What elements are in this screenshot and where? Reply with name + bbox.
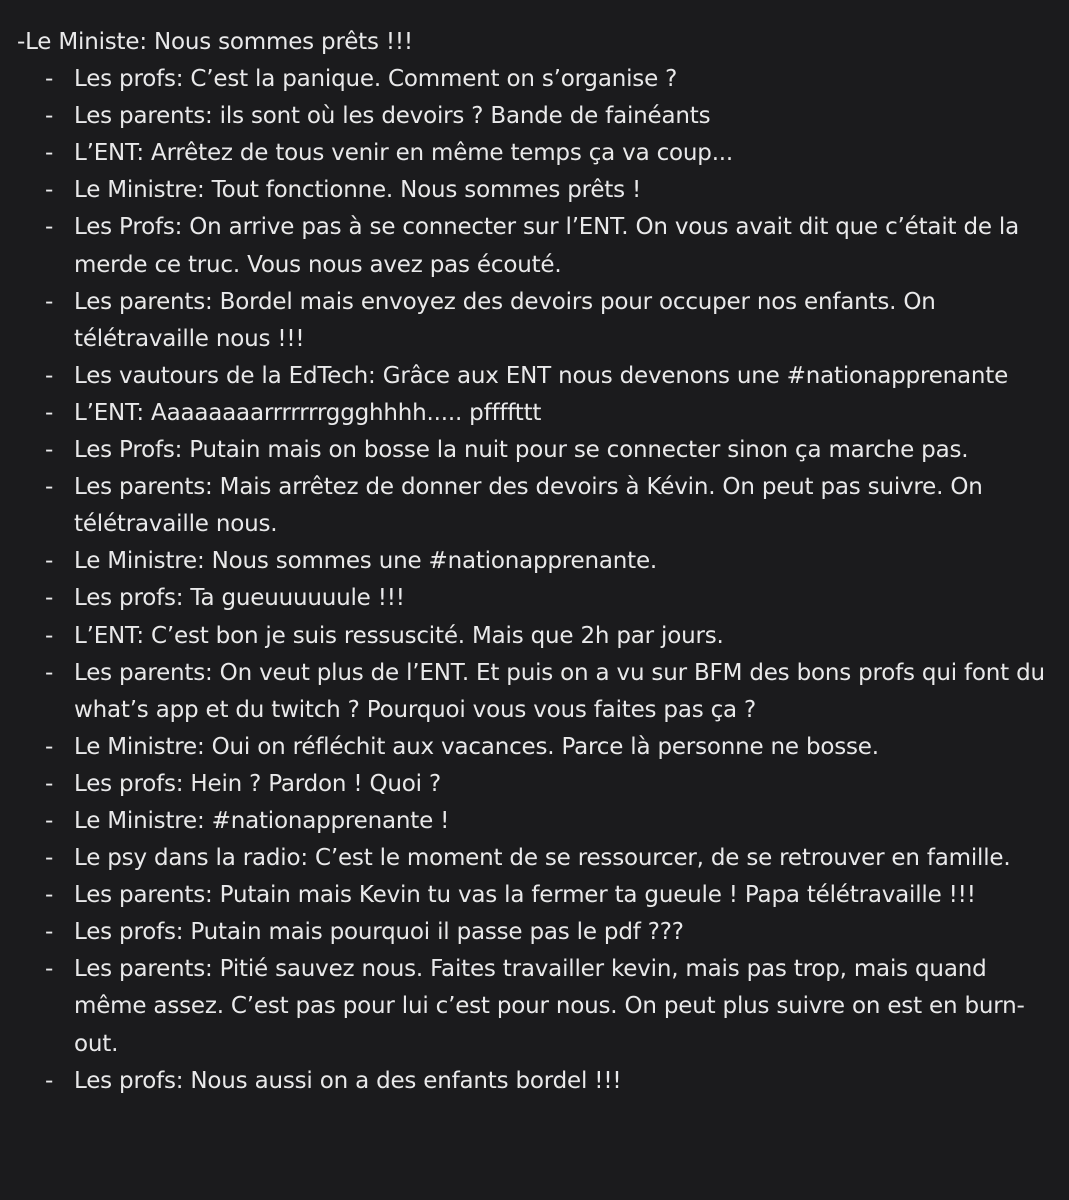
bullet-dash: -: [45, 399, 54, 426]
list-item: [17, 840, 1049, 877]
bullet-dash: -: [45, 437, 54, 464]
list-item: [17, 803, 1049, 840]
dialog-list: [17, 61, 1049, 1100]
list-item: [17, 358, 1049, 395]
list-item: [17, 172, 1049, 209]
list-item: [17, 395, 1049, 432]
list-item-text: Les parents: Pitié sauvez nous. Faites travailler kevin, mais pas trop, mais quand même assez. C’est pas pour lui c’est pour nous. On peut plus suivre on est en burn-out.: [74, 956, 1025, 1057]
list-item-text: Les profs: Ta gueuuuuuule !!!: [74, 585, 405, 612]
bullet-dash: -: [45, 548, 54, 575]
list-item-text: Les Profs: On arrive pas à se connecter sur l’ENT. On vous avait dit que c’était de la merde ce truc. Vous nous avez pas écouté.: [74, 214, 1019, 278]
bullet-dash: -: [45, 733, 54, 760]
list-item-text: Les parents: Mais arrêtez de donner des devoirs à Kévin. On peut pas suivre. On télétravaille nous.: [74, 474, 983, 538]
list-item-text: Les profs: Nous aussi on a des enfants bordel !!!: [74, 1067, 622, 1094]
list-item-text: Le Ministre: #nationapprenante !: [74, 807, 450, 834]
list-item-text: Les parents: Bordel mais envoyez des devoirs pour occuper nos enfants. On télétravaille nous !!!: [74, 288, 936, 352]
bullet-dash: -: [45, 103, 54, 130]
bullet-dash: -: [45, 214, 54, 241]
list-item-text: Les vautours de la EdTech: Grâce aux ENT nous devenons une #nationapprenante: [74, 362, 1009, 389]
bullet-dash: -: [45, 770, 54, 797]
list-item: [17, 284, 1049, 358]
list-item: [17, 766, 1049, 803]
list-item: [17, 914, 1049, 951]
list-item-text: L’ENT: Aaaaaaaarrrrrrrggghhhh..... pffffttt: [74, 399, 542, 426]
list-item: [17, 469, 1049, 543]
list-item: [17, 877, 1049, 914]
list-item: [17, 655, 1049, 729]
list-item: [17, 61, 1049, 98]
list-item-text: L’ENT: Arrêtez de tous venir en même temps ça va coup...: [74, 140, 734, 167]
list-item: [17, 729, 1049, 766]
list-item-text: Les parents: On veut plus de l’ENT. Et puis on a vu sur BFM des bons profs qui font du what’s app et du twitch ? Pourquoi vous vous faites pas ça ?: [74, 659, 1045, 723]
bullet-dash: -: [45, 585, 54, 612]
bullet-dash: -: [45, 362, 54, 389]
list-item: [17, 98, 1049, 135]
list-item-text: Les profs: Putain mais pourquoi il passe pas le pdf ???: [74, 919, 684, 946]
bullet-dash: -: [45, 474, 54, 501]
list-item: [17, 135, 1049, 172]
bullet-dash: -: [45, 66, 54, 93]
bullet-dash: -: [45, 622, 54, 649]
bullet-dash: -: [45, 140, 54, 167]
list-item: [17, 580, 1049, 617]
list-item: [17, 432, 1049, 469]
list-item-text: Les profs: Hein ? Pardon ! Quoi ?: [74, 770, 441, 797]
first-line: -Le Ministe: Nous sommes prêts !!!: [17, 29, 413, 55]
bullet-dash: -: [45, 659, 54, 686]
list-item-text: Le psy dans la radio: C’est le moment de se ressourcer, de se retrouver en famille.: [74, 845, 1011, 872]
bullet-dash: -: [45, 845, 54, 872]
list-item-text: Les parents: ils sont où les devoirs ? Bande de fainéants: [74, 103, 711, 130]
bullet-dash: -: [45, 882, 54, 909]
bullet-dash: -: [45, 1067, 54, 1094]
bullet-dash: -: [45, 288, 54, 315]
list-item-text: Les parents: Putain mais Kevin tu vas la fermer ta gueule ! Papa télétravaille !!!: [74, 882, 976, 909]
list-item: [17, 209, 1049, 283]
list-item: [17, 951, 1049, 1062]
bullet-dash: -: [45, 919, 54, 946]
list-item-text: Le Ministre: Tout fonctionne. Nous sommes prêts !: [74, 177, 642, 204]
bullet-dash: -: [45, 177, 54, 204]
bullet-dash: -: [45, 807, 54, 834]
list-item-text: Le Ministre: Oui on réfléchit aux vacances. Parce là personne ne bosse.: [74, 733, 879, 760]
list-item-text: L’ENT: C’est bon je suis ressuscité. Mais que 2h par jours.: [74, 622, 724, 649]
list-item-text: Les profs: C’est la panique. Comment on s’organise ?: [74, 66, 678, 93]
list-item-text: Le Ministre: Nous sommes une #nationapprenante.: [74, 548, 658, 575]
list-item: [17, 1063, 1049, 1100]
bullet-dash: -: [45, 956, 54, 983]
list-item: [17, 543, 1049, 580]
list-item: [17, 618, 1049, 655]
list-item-text: Les Profs: Putain mais on bosse la nuit pour se connecter sinon ça marche pas.: [74, 437, 969, 464]
